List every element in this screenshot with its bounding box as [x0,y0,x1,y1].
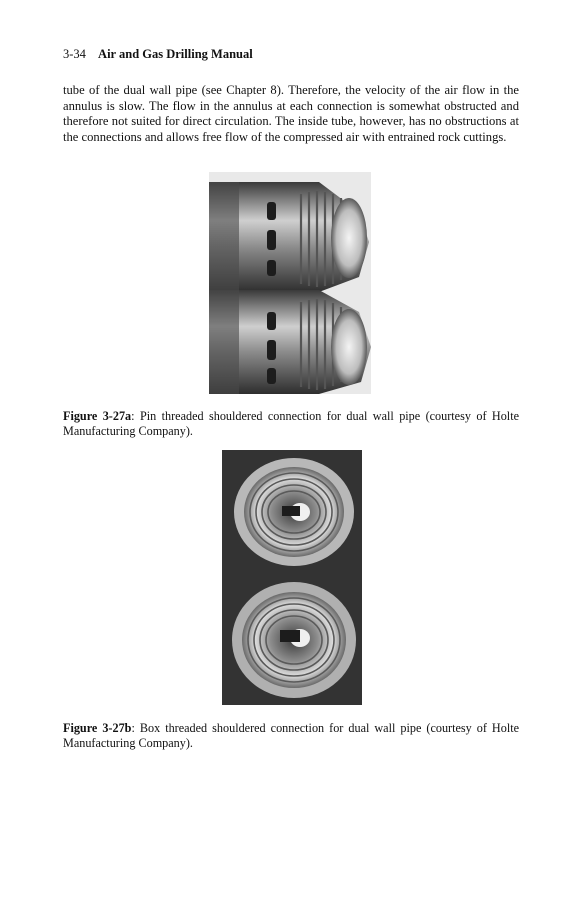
figure-label: Figure 3-27a [63,409,132,423]
caption-text: : Box threaded shouldered connection for dual wall pipe (courtesy of Holte Manufacturing Company). [63,721,520,750]
figure-3-27a-photo [209,172,371,394]
box-connection-illustration [222,450,362,705]
body-paragraph: tube of the dual wall pipe (see Chapter 8). Therefore, the velocity of the air flow in the annulus is slow. The flow in the annulus at each connection is somewhat obstructed and therefore not suited for direct circulation. The inside tube, however, has no obstructions at the connections and allows free flow of the compressed air with entrained rock cuttings. [63,83,519,144]
figure-3-27b-photo [222,450,362,705]
page-header [63,47,253,62]
figure-3-27a-caption [63,409,519,438]
page-number: 3-34 [63,47,86,61]
figure-3-27b-caption [63,721,519,750]
pin-connection-illustration [209,172,371,394]
book-title: Air and Gas Drilling Manual [98,47,253,61]
caption-text: : Pin threaded shouldered connection for dual wall pipe (courtesy of Holte Manufacturing Company). [63,409,519,438]
figure-label: Figure 3-27b [63,721,132,735]
